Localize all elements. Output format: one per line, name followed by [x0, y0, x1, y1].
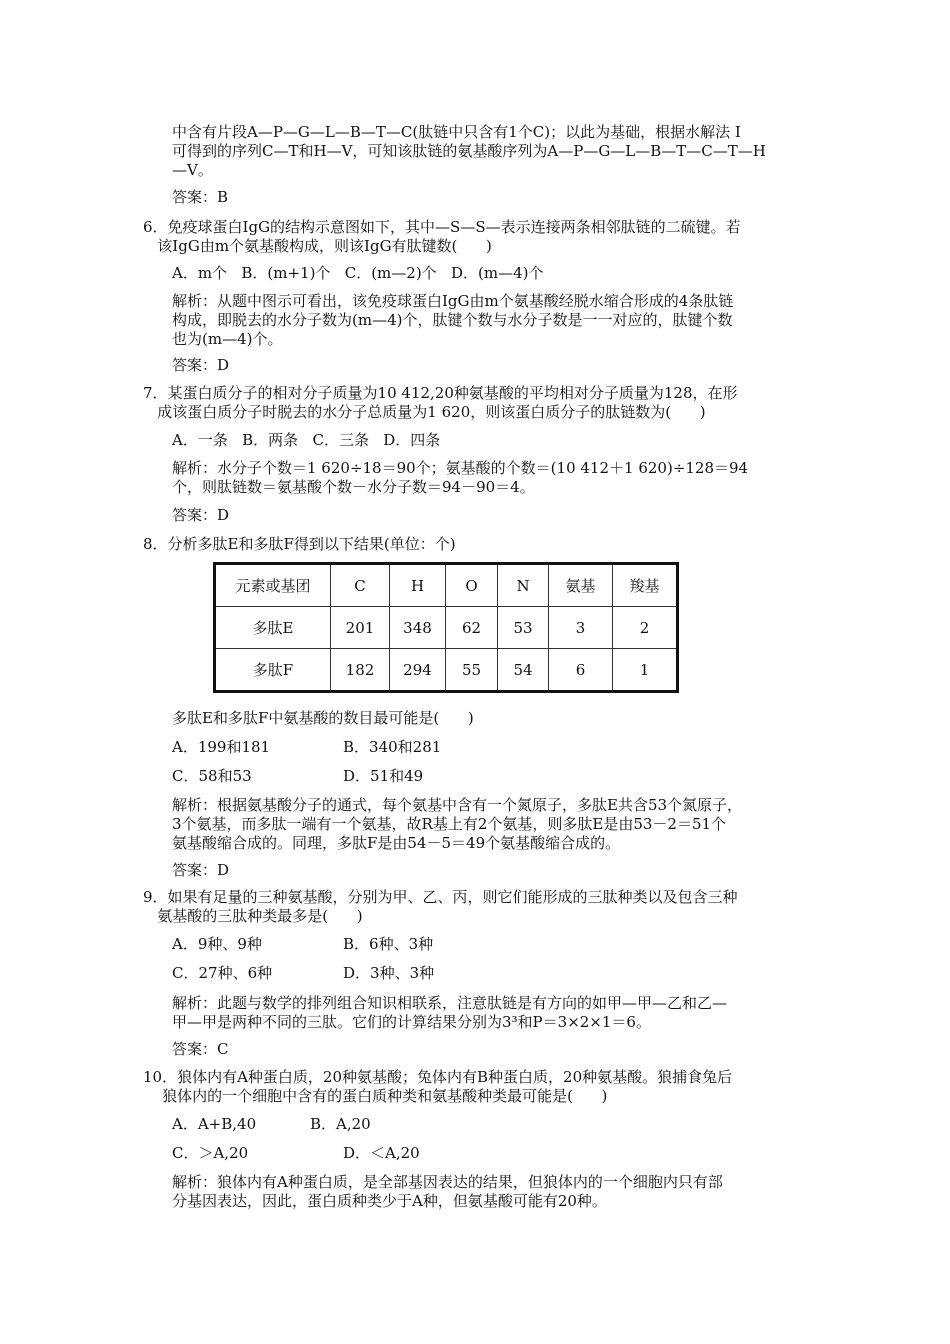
q8-question: 多肽E和多肽F中氨基酸的数目最可能是( ) — [172, 709, 474, 727]
amino-acid-table — [213, 562, 679, 693]
q6-analysis-line-3: 也为(m—4)个。 — [172, 330, 283, 348]
table-header-cell: N — [498, 564, 549, 607]
q8-answer: 答案：D — [172, 861, 230, 879]
table-cell: 1 — [613, 649, 678, 692]
table-cell: 6 — [549, 649, 613, 692]
q8-analysis-line-2: 3个氨基，而多肽一端有一个氨基，故R基上有2个氨基，则多肽E是由53－2＝51个 — [172, 815, 727, 833]
table-cell: 348 — [390, 607, 446, 649]
table-cell: 62 — [446, 607, 498, 649]
q6-stem-line-1: 6．免疫球蛋白IgG的结构示意图如下，其中—S—S—表示连接两条相邻肽链的二硫键。若 — [143, 218, 741, 236]
q7-answer: 答案：D — [172, 506, 230, 524]
table-cell: 3 — [549, 607, 613, 649]
intro-line-1: 中含有片段A—P—G—L—B—T—C(肽链中只含有1个C)；以此为基础，根据水解法 I — [172, 123, 741, 141]
table-header-row — [215, 564, 678, 607]
q7-analysis-line-1: 解析：水分子个数＝1 620÷18＝90个；氨基酸的个数＝(10 412＋1 620)÷128＝94 — [172, 459, 749, 477]
table-cell: 多肽E — [215, 607, 331, 649]
q7-analysis-line-2: 个，则肽链数＝氨基酸个数－水分子数＝94－90＝4。 — [172, 478, 535, 496]
q6-options: A．m个 B．(m+1)个 C．(m—2)个 D．(m—4)个 — [172, 264, 544, 282]
q9-option-b: B．6种、3种 — [343, 935, 434, 953]
table-header-cell: H — [390, 564, 446, 607]
q10-stem-line-1: 10．狼体内有A种蛋白质，20种氨基酸；兔体内有B种蛋白质，20种氨基酸。狼捕食兔后 — [143, 1068, 733, 1086]
q7-stem-line-2: 成该蛋白质分子时脱去的水分子总质量为1 620，则该蛋白质分子的肽链数为( ) — [143, 403, 706, 421]
q9-answer: 答案：C — [172, 1040, 229, 1058]
q10-analysis-line-1: 解析：狼体内有A种蛋白质，是全部基因表达的结果，但狼体内的一个细胞内只有部 — [172, 1173, 723, 1191]
q10-option-a: A．A+B,40 — [172, 1115, 257, 1133]
q9-analysis-line-2: 甲—甲是两种不同的三肽。它们的计算结果分别为3³和P＝3×2×1＝6。 — [172, 1013, 651, 1031]
table-cell: 2 — [613, 607, 678, 649]
table-cell: 54 — [498, 649, 549, 692]
intro-answer: 答案：B — [172, 188, 229, 206]
table-cell: 53 — [498, 607, 549, 649]
q8-analysis-line-1: 解析：根据氨基酸分子的通式，每个氨基中含有一个氮原子，多肽E共含53个氮原子， — [172, 796, 743, 814]
q7-options: A．一条 B．两条 C．三条 D．四条 — [172, 431, 441, 449]
q10-option-d: D．＜A,20 — [343, 1144, 420, 1162]
q8-analysis-line-3: 氨基酸缩合成的。同理，多肽F是由54－5＝49个氨基酸缩合成的。 — [172, 834, 621, 852]
table-cell: 201 — [331, 607, 390, 649]
q6-answer: 答案：D — [172, 356, 230, 374]
table-header-cell: C — [331, 564, 390, 607]
table-header-cell: 羧基 — [613, 564, 678, 607]
q10-analysis-line-2: 分基因表达，因此，蛋白质种类少于A种，但氨基酸可能有20种。 — [172, 1192, 607, 1210]
q9-option-d: D．3种、3种 — [343, 964, 435, 982]
table-header-cell: O — [446, 564, 498, 607]
q9-stem-line-1: 9．如果有足量的三种氨基酸，分别为甲、乙、丙，则它们能形成的三肽种类以及包含三种 — [143, 888, 738, 906]
q7-stem-line-1: 7．某蛋白质分子的相对分子质量为10 412,20种氨基酸的平均相对分子质量为128，在形 — [143, 384, 738, 402]
table-cell: 多肽F — [215, 649, 331, 692]
intro-line-2: 可得到的序列C—T和H—V，可知该肽链的氨基酸序列为A—P—G—L—B—T—C—T—H — [172, 142, 766, 160]
q8-stem: 8．分析多肽E和多肽F得到以下结果(单位：个) — [143, 535, 456, 553]
q6-analysis-line-1: 解析：从题中图示可看出，该免疫球蛋白IgG由m个氨基酸经脱水缩合形成的4条肽链 — [172, 292, 734, 310]
q8-option-d: D．51和49 — [343, 767, 424, 785]
table-cell: 294 — [390, 649, 446, 692]
intro-line-3: —V。 — [172, 161, 213, 179]
q9-analysis-line-1: 解析：此题与数学的排列组合知识相联系，注意肽链是有方向的如甲—甲—乙和乙— — [172, 994, 728, 1012]
table-row — [215, 607, 678, 649]
table-header-cell: 元素或基团 — [215, 564, 331, 607]
q6-stem-line-2: 该IgG由m个氨基酸构成，则该IgG有肽键数( ) — [143, 237, 492, 255]
q9-option-c: C．27种、6种 — [172, 964, 273, 982]
q8-option-c: C．58和53 — [172, 767, 252, 785]
q9-stem-line-2: 氨基酸的三肽种类最多是( ) — [143, 907, 363, 925]
table-cell: 55 — [446, 649, 498, 692]
q10-stem-line-2: 狼体内的一个细胞中含有的蛋白质种类和氨基酸种类最可能是( ) — [143, 1087, 608, 1105]
q8-option-b: B．340和281 — [343, 738, 442, 756]
table-cell: 182 — [331, 649, 390, 692]
q10-option-c: C．＞A,20 — [172, 1144, 249, 1162]
q6-analysis-line-2: 构成，即脱去的水分子数为(m—4)个，肽键个数与水分子数是一一对应的，肽键个数 — [172, 311, 733, 329]
q9-option-a: A．9种、9种 — [172, 935, 262, 953]
q8-option-a: A．199和181 — [172, 738, 271, 756]
q10-option-b: B．A,20 — [310, 1115, 371, 1133]
table-header-cell: 氨基 — [549, 564, 613, 607]
table-row — [215, 649, 678, 692]
